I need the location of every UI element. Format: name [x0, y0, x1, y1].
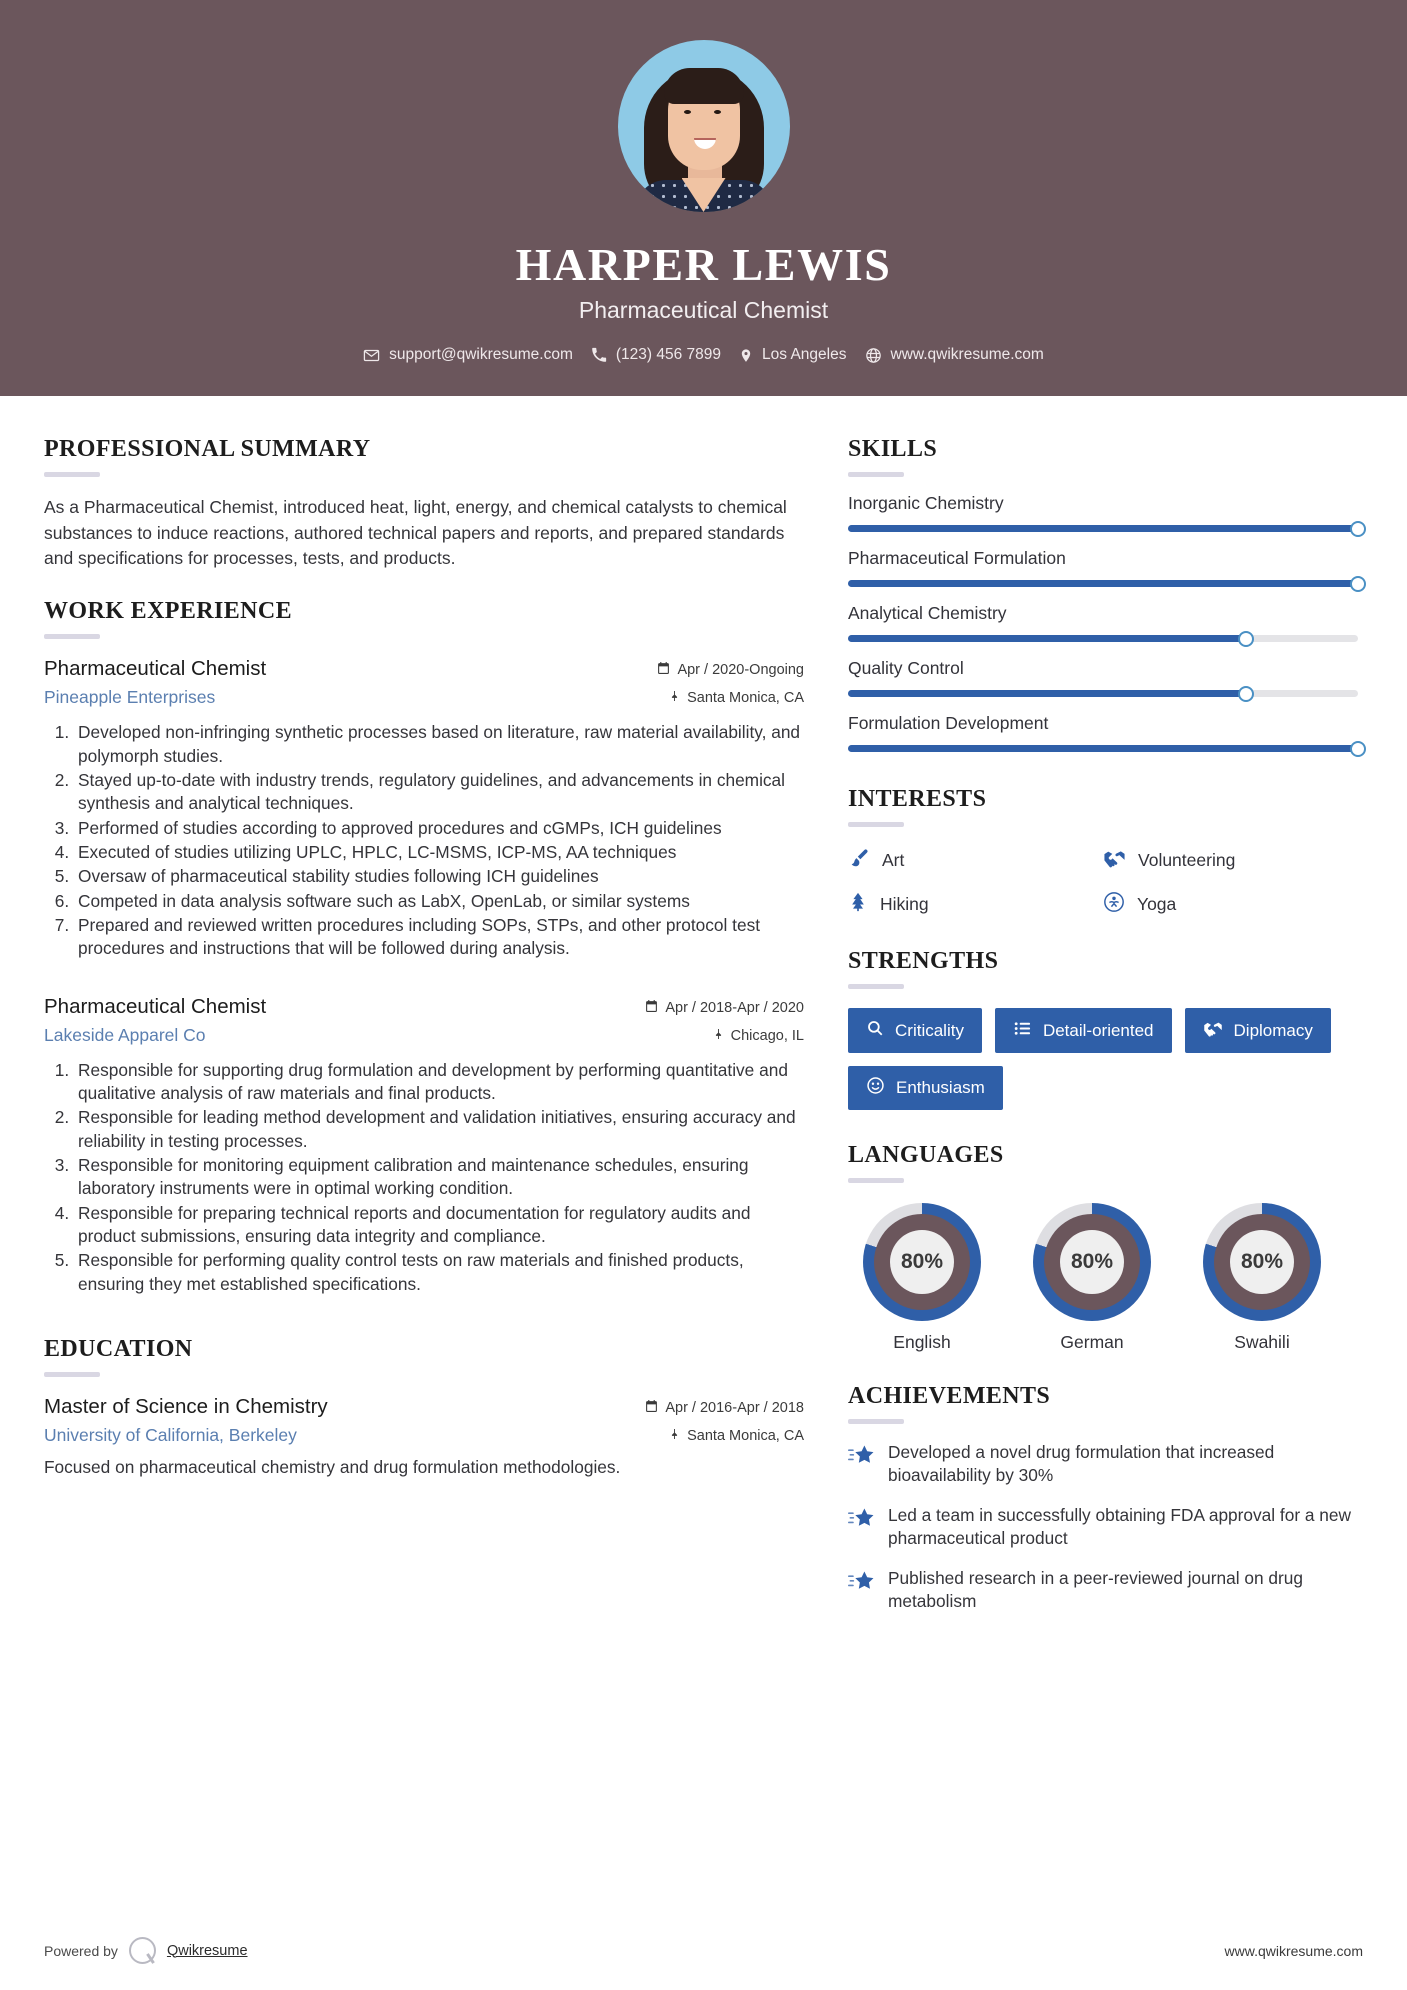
interest-label: Volunteering: [1138, 849, 1236, 870]
language-item: [1018, 1203, 1166, 1353]
contact-location-text: Los Angeles: [762, 346, 847, 363]
section-title-work: WORK EXPERIENCE: [44, 598, 293, 625]
education-description: Focused on pharmaceutical chemistry and drug formulation methodologies.: [44, 1457, 621, 1478]
skill-item: [848, 658, 1358, 697]
strength-label: Detail-oriented: [1042, 1020, 1154, 1040]
qwikresume-brand-link[interactable]: Qwikresume: [166, 1942, 248, 1959]
job-bullet: 2. Responsible for leading method development and validation initiatives, ensuring accuracy and reliability in testing processes.: [74, 1106, 804, 1153]
achievement-item: [848, 1504, 1358, 1550]
section-strengths: [848, 948, 1358, 1110]
job-bullet-list: [44, 721, 804, 960]
section-title-interests: INTERESTS: [848, 786, 987, 812]
section-rule: [44, 634, 100, 639]
skill-progress-track[interactable]: [848, 690, 1358, 697]
education-organization[interactable]: University of California, Berkeley: [44, 1425, 297, 1446]
contact-website[interactable]: [865, 346, 1044, 364]
section-professional-summary: [44, 436, 804, 572]
skill-item: [848, 548, 1358, 587]
section-rule: [44, 1372, 100, 1377]
contact-website-text: www.qwikresume.com: [890, 346, 1044, 363]
skill-progress-track[interactable]: [848, 635, 1358, 642]
job-role-subtitle: Pharmaceutical Chemist: [578, 297, 829, 323]
map-pin-icon: [669, 1427, 680, 1445]
section-rule: [848, 1419, 904, 1424]
skill-item: [848, 713, 1358, 752]
interest-label: Yoga: [1137, 894, 1177, 914]
section-rule: [848, 984, 904, 989]
star-icon: [848, 1443, 875, 1472]
summary-text: As a Pharmaceutical Chemist, introduced heat, light, energy, and chemical catalysts to chemical substances to induce reactions, authored technical papers and reports, and prepared standards and specifications for processes, tests, and products.: [44, 497, 787, 569]
section-languages: [848, 1142, 1358, 1353]
section-work-experience: [44, 598, 804, 1296]
language-percent: 80%: [900, 1250, 944, 1273]
language-percent: 80%: [1070, 1250, 1114, 1273]
skill-item: [848, 493, 1358, 532]
smiley-icon: [866, 1076, 885, 1100]
section-title-education: EDUCATION: [44, 1336, 193, 1363]
language-label: English: [893, 1332, 951, 1352]
star-icon: [848, 1569, 875, 1598]
language-percent: 80%: [1240, 1250, 1284, 1273]
job-date: [645, 999, 804, 1017]
footer-website-url[interactable]: www.qwikresume.com: [1224, 1942, 1363, 1959]
paintbrush-icon: [848, 847, 870, 874]
job-bullet: 1. Responsible for supporting drug formulation and development by performing quantitative and qualitative analysis of raw materials and final products.: [74, 1059, 804, 1106]
skill-progress-track[interactable]: [848, 525, 1358, 532]
tree-icon: [848, 891, 868, 918]
work-entry: [44, 657, 804, 960]
job-bullet: 3. Responsible for monitoring equipment calibration and maintenance schedules, ensuring laboratory instruments were in optimal working condition.: [74, 1154, 804, 1201]
job-location-text: Santa Monica, CA: [687, 690, 804, 707]
section-rule: [848, 822, 904, 827]
language-item: [848, 1203, 996, 1353]
job-bullet: 2. Stayed up-to-date with industry trends, regulatory guidelines, and advancements in chemical synthesis and analytical techniques.: [74, 769, 804, 816]
job-location: [669, 689, 804, 707]
section-title-summary: PROFESSIONAL SUMMARY: [44, 436, 371, 462]
job-bullet: 1. Developed non-infringing synthetic processes based on literature, raw material availability, and polymorph studies.: [74, 721, 804, 768]
section-title-achievements: ACHIEVEMENTS: [848, 1383, 1051, 1409]
contact-phone[interactable]: [591, 346, 721, 364]
calendar-icon: [645, 1399, 658, 1417]
skill-item: [848, 603, 1358, 642]
skill-progress-track[interactable]: [848, 745, 1358, 752]
job-date-text: Apr / 2018-Apr / 2020: [665, 999, 804, 1016]
section-title-strengths: STRENGTHS: [848, 948, 999, 974]
achievement-text: Developed a novel drug formulation that increased bioavailability by 30%: [888, 1442, 1275, 1485]
page-title: HARPER LEWIS: [515, 239, 892, 290]
education-location-text: Santa Monica, CA: [687, 1428, 804, 1445]
language-label: German: [1060, 1332, 1124, 1352]
magnifier-icon: [866, 1019, 884, 1042]
job-title: Pharmaceutical Chemist: [44, 994, 267, 1018]
strength-label: Diplomacy: [1233, 1020, 1313, 1040]
job-date-text: Apr / 2020-Ongoing: [677, 662, 804, 679]
location-pin-icon: [739, 347, 753, 364]
avatar: [618, 40, 790, 212]
strength-label: Enthusiasm: [896, 1078, 985, 1097]
resume-body: [0, 396, 1407, 1937]
education-location: [669, 1427, 804, 1445]
phone-icon: [591, 347, 607, 363]
powered-by-block: [44, 1937, 248, 1964]
education-date-text: Apr / 2016-Apr / 2018: [665, 1400, 804, 1417]
strength-chip-criticality[interactable]: [848, 1008, 982, 1053]
language-label: Swahili: [1234, 1332, 1290, 1352]
skill-label: Quality Control: [848, 658, 964, 678]
list-icon: [1013, 1019, 1032, 1043]
education-entry: [44, 1395, 804, 1479]
handshake-icon: [1203, 1018, 1223, 1043]
section-rule: [44, 472, 100, 477]
job-organization[interactable]: Lakeside Apparel Co: [44, 1024, 206, 1045]
skill-label: Pharmaceutical Formulation: [848, 548, 1066, 568]
section-title-skills: SKILLS: [848, 436, 938, 462]
job-bullet: 3. Performed of studies according to approved procedures and cGMPs, ICH guidelines: [74, 817, 804, 840]
resume-header: [0, 0, 1407, 396]
job-title: Pharmaceutical Chemist: [44, 657, 267, 681]
job-bullet: 5. Oversaw of pharmaceutical stability studies following ICH guidelines: [74, 865, 804, 888]
left-column: [44, 436, 804, 1937]
envelope-icon: [363, 347, 380, 364]
page-footer: [0, 1937, 1407, 1990]
strength-chip-enthusiasm[interactable]: [848, 1066, 1003, 1110]
calendar-icon: [657, 661, 670, 679]
contact-email-text: support@qwikresume.com: [389, 346, 573, 363]
achievement-item: [848, 1441, 1358, 1487]
map-pin-icon: [713, 1027, 724, 1045]
yoga-icon: [1103, 891, 1125, 918]
contact-location[interactable]: [739, 346, 846, 364]
job-location: [713, 1027, 804, 1045]
strength-chip-detail-oriented[interactable]: [995, 1008, 1172, 1053]
section-interests: [848, 786, 1358, 918]
calendar-icon: [645, 999, 658, 1017]
contact-phone-text: (123) 456 7899: [615, 346, 722, 363]
education-date: [645, 1399, 804, 1417]
language-item: [1188, 1203, 1336, 1353]
language-donut-chart: [1203, 1203, 1321, 1321]
skill-progress-track[interactable]: [848, 580, 1358, 587]
skill-label: Formulation Development: [848, 713, 1049, 733]
section-education: [44, 1336, 804, 1479]
job-bullet-list: [44, 1059, 804, 1296]
right-column: [848, 436, 1358, 1937]
skill-label: Inorganic Chemistry: [848, 493, 1004, 513]
qwikresume-logo-icon: [129, 1937, 156, 1964]
star-icon: [848, 1506, 875, 1535]
interest-label: Hiking: [880, 894, 929, 914]
achievement-item: [848, 1567, 1358, 1613]
job-bullet: 4. Executed of studies utilizing UPLC, HPLC, LC-MSMS, ICP-MS, AA techniques: [74, 841, 804, 864]
section-title-languages: LANGUAGES: [848, 1142, 1004, 1168]
section-skills: [848, 436, 1358, 752]
interest-label: Art: [882, 849, 905, 870]
language-donut-chart: [1033, 1203, 1151, 1321]
map-pin-icon: [669, 689, 680, 707]
work-entry: [44, 995, 804, 1296]
strength-label: Criticality: [895, 1020, 964, 1040]
interest-item: [848, 891, 1103, 918]
strength-chip-diplomacy[interactable]: [1185, 1008, 1331, 1053]
job-bullet: 5. Responsible for performing quality control tests on raw materials and finished products, ensuring they met established specifications.: [74, 1249, 804, 1296]
interest-item: [1103, 891, 1358, 918]
powered-by-label: Powered by: [44, 1942, 118, 1959]
contact-bar: [363, 346, 1044, 364]
language-donut-chart: [863, 1203, 981, 1321]
achievement-text: Published research in a peer-reviewed journal on drug metabolism: [888, 1568, 1303, 1611]
interest-item: [848, 846, 1103, 874]
achievement-text: Led a team in successfully obtaining FDA approval for a new pharmaceutical product: [888, 1505, 1352, 1548]
job-bullet: 7. Prepared and reviewed written procedures including SOPs, STPs, and other protocol test procedures and instructions that will be followed during analysis.: [74, 914, 804, 961]
job-organization[interactable]: Pineapple Enterprises: [44, 687, 216, 708]
globe-icon: [865, 347, 882, 364]
interest-item: [1103, 846, 1358, 874]
section-rule: [848, 472, 904, 477]
job-date: [657, 661, 804, 679]
job-location-text: Chicago, IL: [730, 1027, 804, 1044]
job-bullet: 4. Responsible for preparing technical reports and documentation for regulatory audits and product submissions, ensuring data integrity and compliance.: [74, 1202, 804, 1249]
degree-title: Master of Science in Chemistry: [44, 1395, 328, 1419]
job-bullet: 6. Competed in data analysis software such as LabX, OpenLab, or similar systems: [74, 890, 804, 913]
contact-email[interactable]: [363, 346, 573, 364]
skill-label: Analytical Chemistry: [848, 603, 1007, 623]
section-rule: [848, 1178, 904, 1183]
section-achievements: [848, 1383, 1358, 1613]
handshake-icon: [1103, 846, 1126, 874]
